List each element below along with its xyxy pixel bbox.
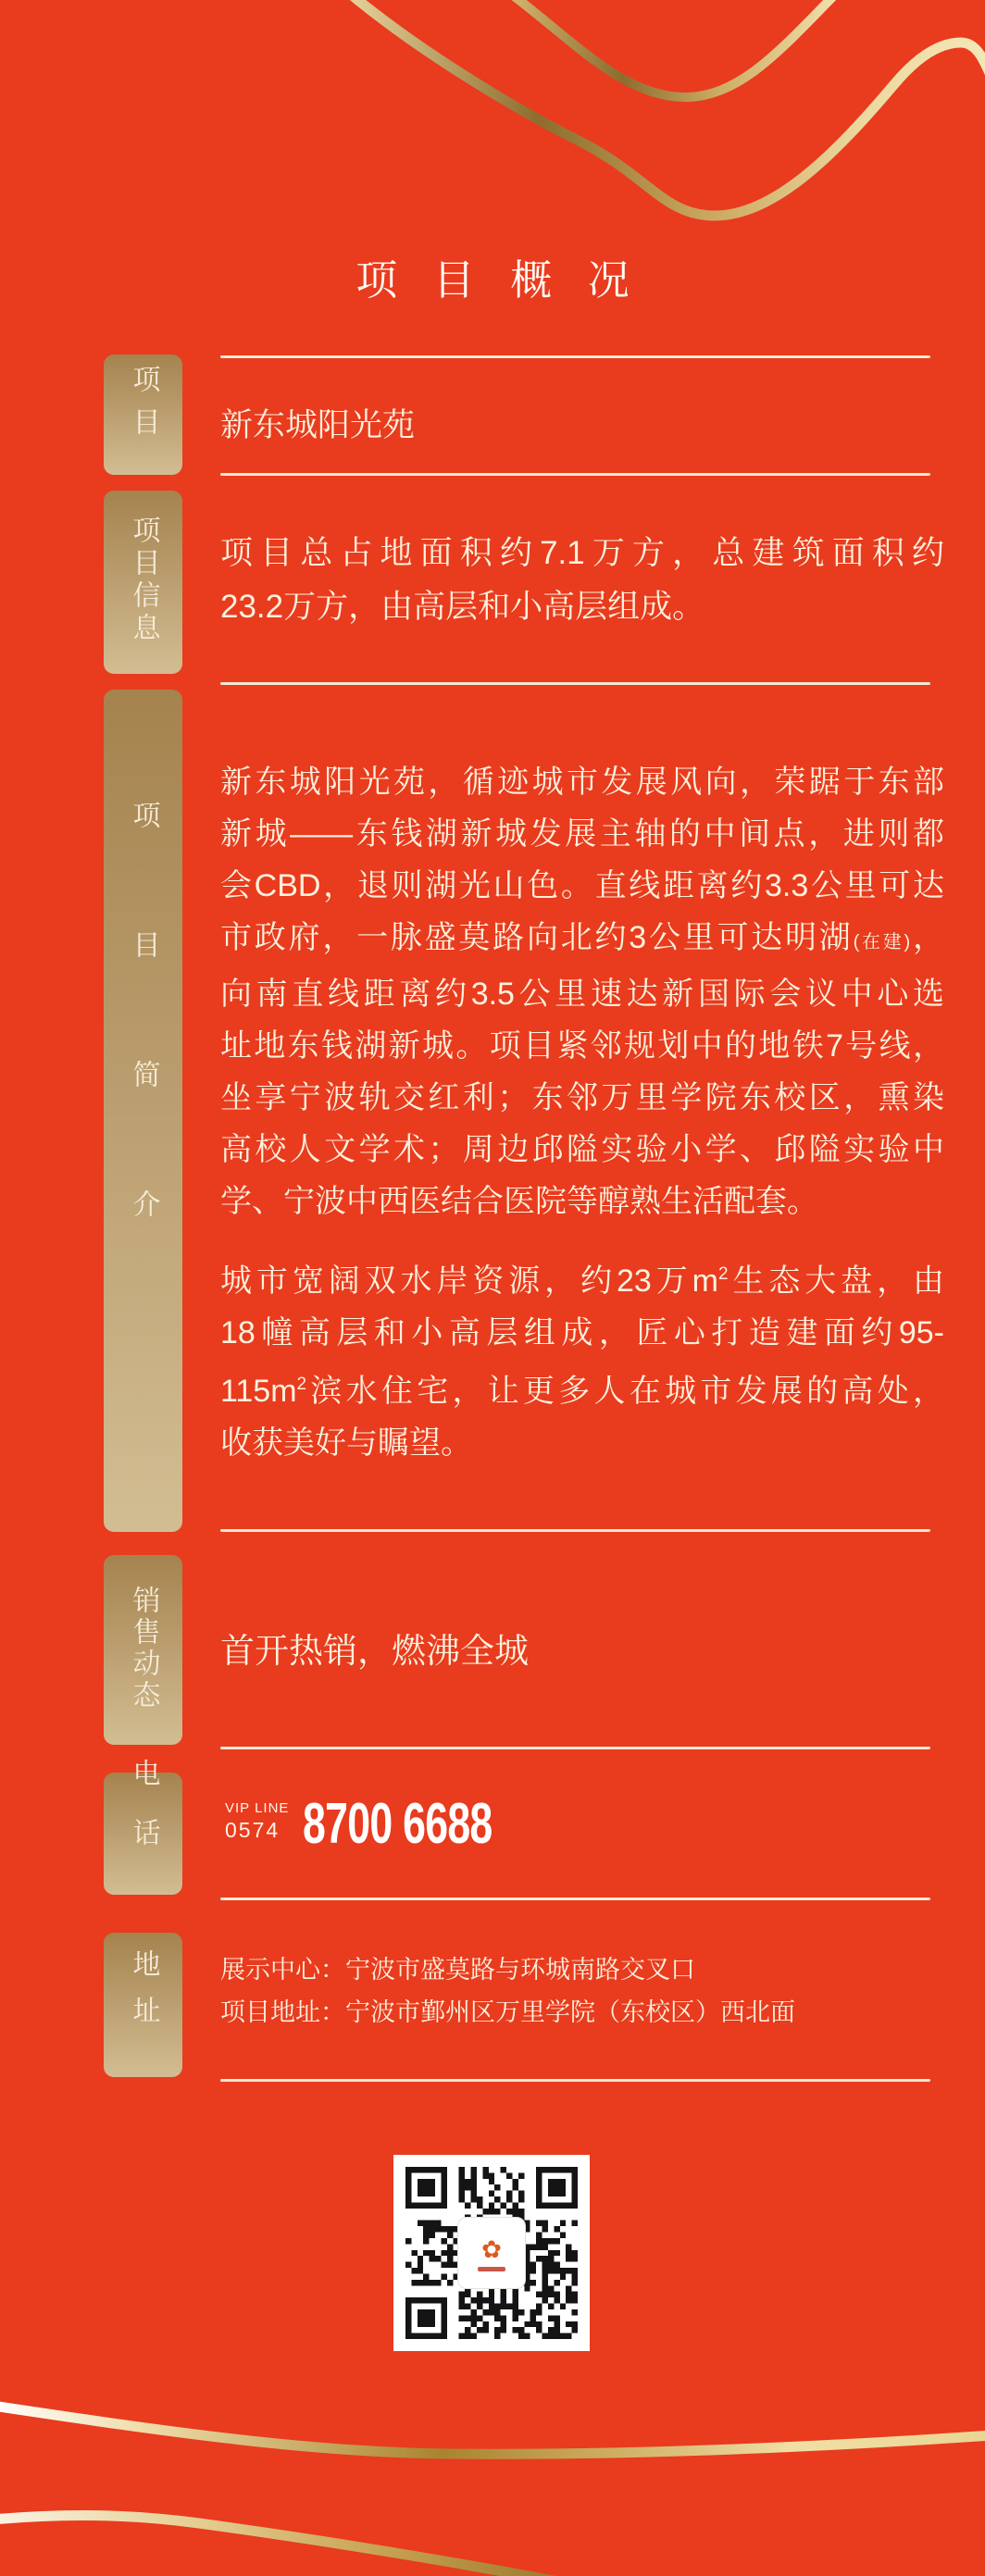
text-line: 项目地址：宁波市鄞州区万里学院（东校区）西北面	[220, 1998, 795, 2026]
tab-address	[104, 1933, 182, 2077]
text-line: 会CBD，退则湖光山色。直线距离约3.3公里可达	[220, 868, 944, 903]
sales-news-text: 首开热销，燃沸全城	[220, 1632, 529, 1670]
text-line: 高校人文学术；周边邱隘实验小学、邱隘实验中	[220, 1132, 944, 1167]
tab-project-info	[104, 491, 182, 674]
text-line: 坐享宁波轨交红利；东邻万里学院东校区，熏染	[220, 1080, 944, 1115]
text-line: 城市宽阔双水岸资源，约23万$m^2$生态大盘，由	[220, 1263, 945, 1299]
tab-project-intro	[104, 690, 182, 1532]
page-title: 项 目 概 况	[355, 256, 642, 304]
text-line: 新城——东钱湖新城发展主轴的中间点，进则都	[220, 816, 944, 852]
divider	[220, 473, 930, 476]
project-intro-paragraph-1	[220, 756, 944, 1227]
tab-sales-news-label: 销售动态	[128, 1585, 159, 1711]
gold-wave-bottom	[0, 2370, 985, 2576]
text-line: 址地东钱湖新城。项目紧邻规划中的地铁7号线，	[220, 1028, 944, 1064]
project-intro-paragraph-2	[220, 1249, 944, 1469]
tab-project-info-label: 项目信息	[128, 516, 159, 645]
text-line: 新东城阳光苑，循迹城市发展风向，荣踞于东部	[220, 765, 944, 800]
vip-line-label: VIP LINE	[225, 1800, 290, 1816]
area-code: 0574	[225, 1818, 281, 1842]
text-line: 项目总占地面积约7.1万方，总建筑面积约	[220, 535, 944, 571]
tab-address-label: 地址	[128, 1949, 159, 2042]
text-line: 23.2万方，由高层和小高层组成。	[220, 589, 705, 625]
divider	[220, 1747, 930, 1749]
qr-logo-wordmark	[478, 2267, 505, 2271]
vip-line-block	[225, 1801, 289, 1841]
text-line: 18幢高层和小高层组成，匠心打造建面约95-	[220, 1315, 944, 1350]
tab-project	[104, 355, 182, 475]
project-name-text: 新东城阳光苑	[220, 407, 416, 443]
phone-number: 8700 6688	[303, 1792, 492, 1856]
text-line: 展示中心：宁波市盛莫路与环城南路交叉口	[220, 1956, 695, 1984]
project-info-text	[220, 527, 944, 634]
divider	[220, 2079, 930, 2082]
text-line: 收获美好与瞩望。	[220, 1425, 472, 1461]
text-line: 学、宁波中西医结合医院等醇熟生活配套。	[220, 1184, 818, 1219]
divider	[220, 1529, 930, 1532]
address-text	[220, 1948, 944, 2034]
text-line: 向南直线距离约3.5公里速达新国际会议中心选	[220, 977, 944, 1012]
divider	[220, 1898, 930, 1900]
text-line: 市政府，一脉盛莫路向北约3公里可达明湖(在建)，	[220, 920, 944, 955]
qr-center-logo	[457, 2217, 526, 2289]
tab-project-intro-label: 项目简介	[128, 801, 159, 1319]
text-line: $115m^2$滨水住宅，让更多人在城市发展的高处，	[220, 1374, 944, 1409]
qr-code	[393, 2155, 590, 2351]
tab-project-label: 项目	[128, 365, 159, 450]
tab-sales-news	[104, 1555, 182, 1745]
divider	[220, 682, 930, 685]
divider	[220, 355, 930, 358]
tab-phone	[104, 1759, 182, 1895]
flower-icon: ✿	[481, 2234, 502, 2263]
tab-phone-label: 电话	[128, 1759, 159, 1877]
